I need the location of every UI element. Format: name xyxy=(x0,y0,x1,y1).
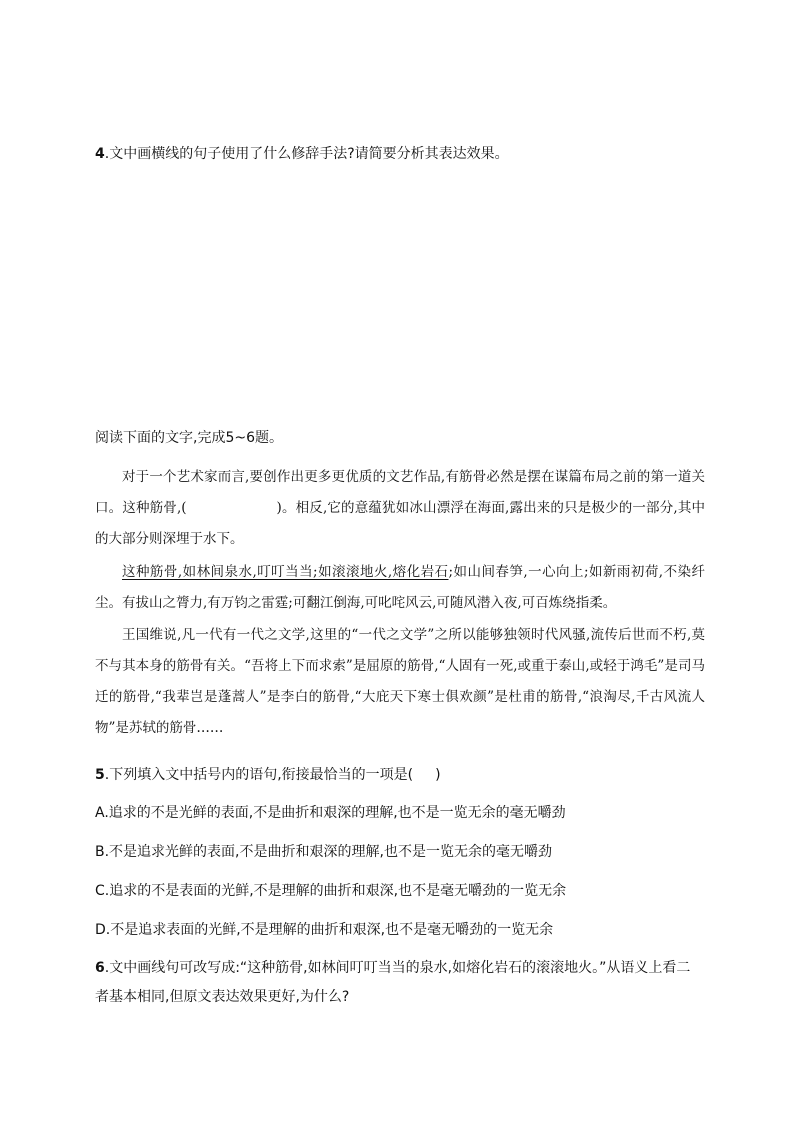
passage-text: ;如山间春笋,一心向上;如新雨初荷,不染纤尘。有拔山之膂力,有万钧之雷霆;可翻江倒海,可叱咤风云,可随风潜入夜,可百炼绕指柔。 xyxy=(95,564,705,611)
passage-text: 对于一个艺术家而言,要创作出更多更优质的文艺作品,有筋骨必然是摆在谋篇布局之前的第一道关口。这种筋骨,( xyxy=(95,469,705,516)
question-text: .文中画横线的句子使用了什么修辞手法?请简要分析其表达效果。 xyxy=(104,146,509,162)
passage-paragraph-3: 王国维说,凡一代有一代之文学,这里的“一代之文学”之所以能够独领时代风骚,流传后世而不朽,莫不与其本身的筋骨有关。“吾将上下而求索”是屈原的筋骨,“人固有一死,或重于泰山,或轻于鸿毛”是司马迁的筋骨,“我辈岂是蓬蒿人”是李白的筋骨,“大庇天下寒士俱欢颜”是杜甫的筋骨,“浪淘尽,千古风流人物”是苏轼的筋骨…… xyxy=(95,627,705,736)
question-5: 5.下列填入文中括号内的语句,衔接最恰当的一项是( ) xyxy=(95,767,441,783)
option-d: D.不是追求表面的光鲜,不是理解的曲折和艰深,也不是毫无嚼劲的一览无余 xyxy=(95,922,554,938)
underlined-sentence: 这种筋骨,如林间泉水,叮叮当当;如滚滚地火,熔化岩石 xyxy=(122,564,449,580)
question-text: .下列填入文中括号内的语句,衔接最恰当的一项是( xyxy=(104,767,414,783)
passage-paragraph-1 xyxy=(95,462,705,555)
question-text: .文中画线句可改写成:“这种筋骨,如林间叮叮当当的泉水,如熔化岩石的滚滚地火。”从语义上看二 xyxy=(104,960,691,976)
option-b: B.不是追求光鲜的表面,不是曲折和艰深的理解,也不是一览无余的毫无嚼劲 xyxy=(95,844,552,860)
question-number: 5 xyxy=(95,767,105,783)
question-number: 4 xyxy=(95,146,105,162)
option-c: C.追求的不是表面的光鲜,不是理解的曲折和艰深,也不是毫无嚼劲的一览无余 xyxy=(95,883,567,899)
reading-instruction: 阅读下面的文字,完成5~6题。 xyxy=(95,430,283,446)
question-6 xyxy=(95,958,690,978)
passage-paragraph-2 xyxy=(95,557,705,619)
option-a: A.追求的不是光鲜的表面,不是曲折和艰深的理解,也不是一览无余的毫无嚼劲 xyxy=(95,805,566,821)
question-4 xyxy=(95,144,509,164)
question-6-continued: 者基本相同,但原文表达效果更好,为什么? xyxy=(95,989,350,1005)
question-number: 6 xyxy=(95,960,105,976)
passage-text: )。相反,它的意蕴犹如冰山漂浮在海面,露出来的只是极少的一部分,其中的大部分则深埋于水下。 xyxy=(95,500,705,547)
